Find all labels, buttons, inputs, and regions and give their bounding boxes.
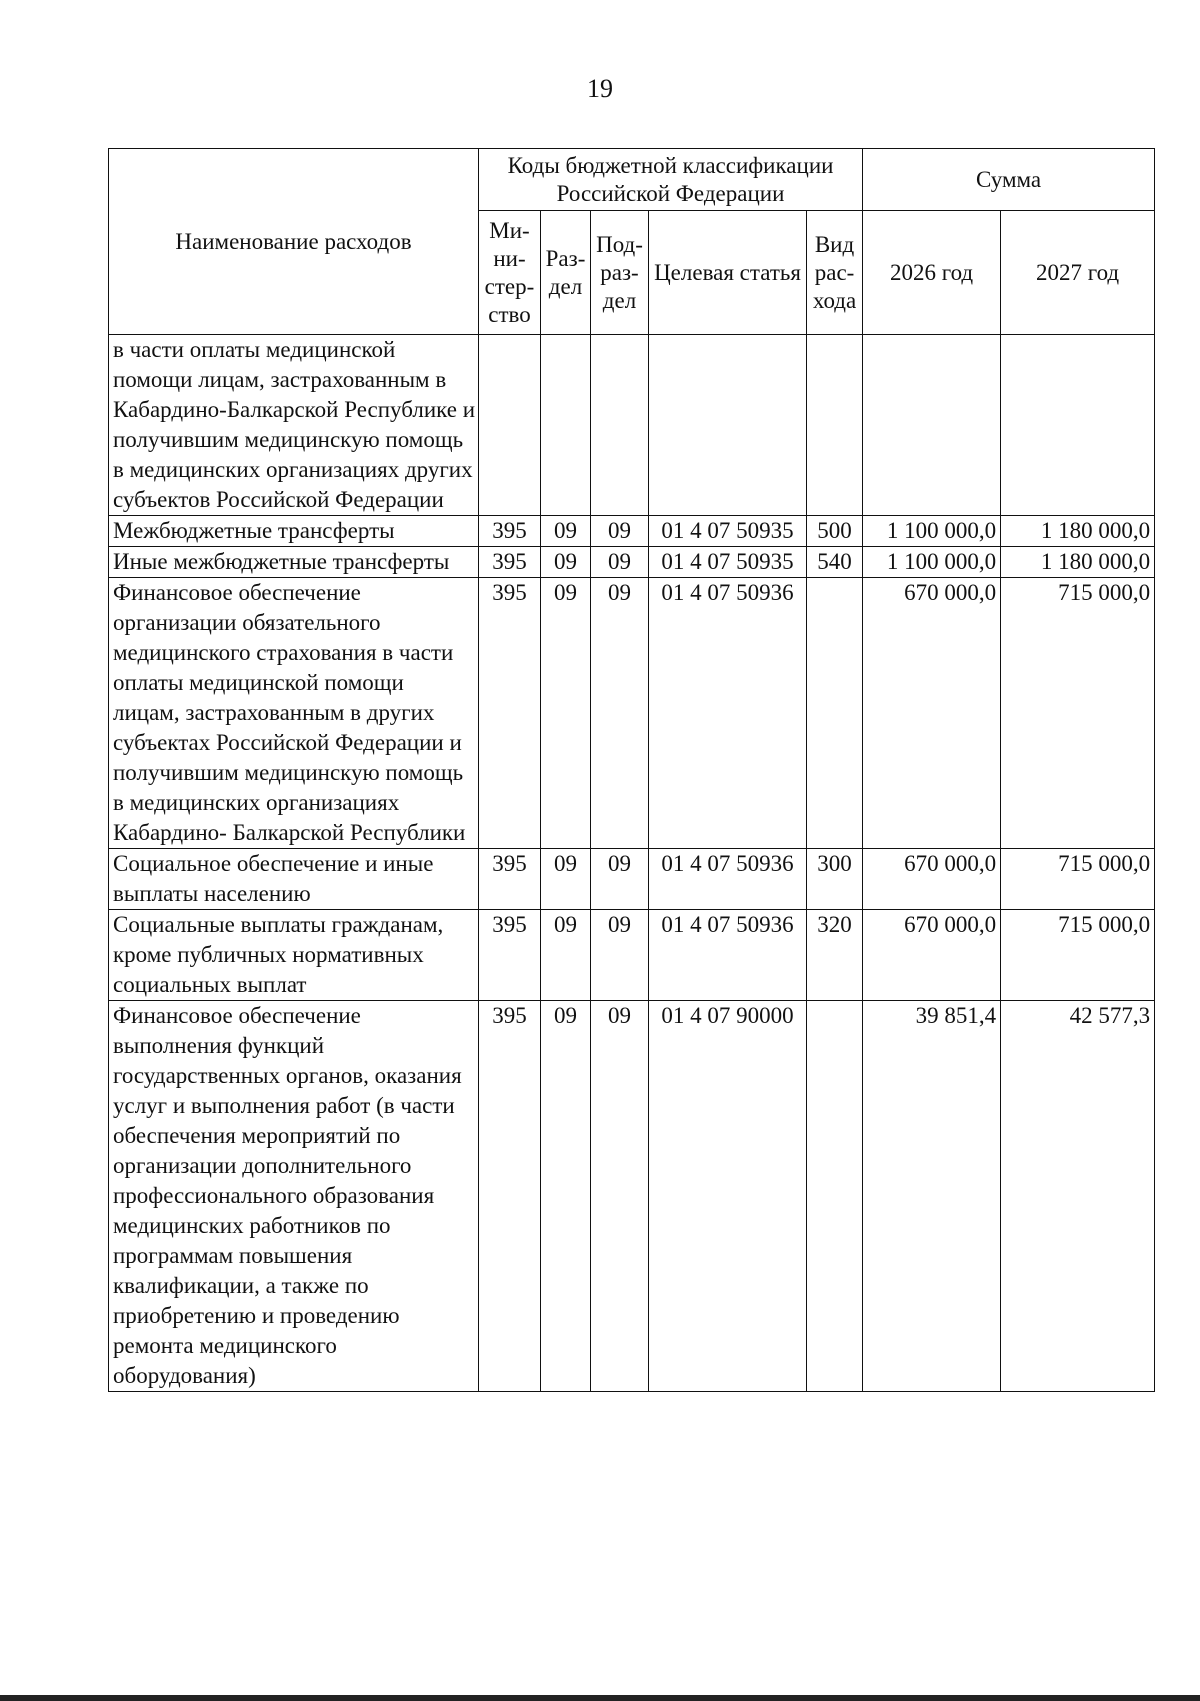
row-ministry: 395 (479, 578, 541, 849)
page-number: 19 (587, 74, 613, 103)
row-ministry: 395 (479, 910, 541, 1001)
row-subsection (591, 335, 649, 516)
table-row (109, 547, 1155, 578)
row-ministry: 395 (479, 849, 541, 910)
row-2027 (1001, 335, 1155, 516)
row-section: 09 (541, 910, 591, 1001)
row-name: Социальные выплаты гражданам, кроме публичных нормативных социальных выплат (109, 910, 479, 1001)
row-target: 01 4 07 50936 (649, 578, 807, 849)
row-name: Межбюджетные трансферты (109, 516, 479, 547)
row-section: 09 (541, 1001, 591, 1392)
row-name: Социальное обеспечение и иные выплаты населению (109, 849, 479, 910)
row-2026: 39 851,4 (863, 1001, 1001, 1392)
row-2027: 715 000,0 (1001, 849, 1155, 910)
row-name: Финансовое обеспечение выполнения функций государственных органов, оказания услуг и выполнения работ (в части обеспечения мероприятий по организации дополнительного профессионального образования медицинских работников по программам повышения квалификации, а также по приобретению и проведению ремонта медицинского оборудования) (109, 1001, 479, 1392)
row-2027: 715 000,0 (1001, 578, 1155, 849)
row-2027: 1 180 000,0 (1001, 547, 1155, 578)
table-row (109, 578, 1155, 849)
row-name: в части оплаты медицинской помощи лицам, застрахованным в Кабардино-Балкарской Республике и получившим медицинскую помощь в медицинских организациях других субъектов Российской Федерации (109, 335, 479, 516)
row-target: 01 4 07 50936 (649, 910, 807, 1001)
table-row (109, 516, 1155, 547)
header-type: Вид рас- хода (807, 211, 863, 335)
row-section: 09 (541, 516, 591, 547)
scan-bottom-edge (0, 1695, 1200, 1701)
header-year-2026: 2026 год (863, 211, 1001, 335)
header-ministry: Ми- ни- стер- ство (479, 211, 541, 335)
row-target: 01 4 07 50935 (649, 516, 807, 547)
table-row (109, 1001, 1155, 1392)
row-section: 09 (541, 849, 591, 910)
row-type (807, 1001, 863, 1392)
header-target: Целевая статья (649, 211, 807, 335)
row-section: 09 (541, 547, 591, 578)
table-row (109, 335, 1155, 516)
table-row (109, 849, 1155, 910)
header-subsection: Под- раз- дел (591, 211, 649, 335)
row-name: Финансовое обеспечение организации обязательного медицинского страхования в части оплаты медицинской помощи лицам, застрахованным в других субъектах Российской Федерации и получившим медицинскую помощь в медицинских организациях Кабардино- Балкарской Республики (109, 578, 479, 849)
row-ministry: 395 (479, 547, 541, 578)
row-type (807, 335, 863, 516)
table-row (109, 910, 1155, 1001)
row-subsection: 09 (591, 547, 649, 578)
row-target: 01 4 07 50936 (649, 849, 807, 910)
row-2026: 670 000,0 (863, 910, 1001, 1001)
row-type: 300 (807, 849, 863, 910)
row-type (807, 578, 863, 849)
row-subsection: 09 (591, 910, 649, 1001)
budget-table (108, 148, 1155, 1392)
row-target (649, 335, 807, 516)
row-2027: 42 577,3 (1001, 1001, 1155, 1392)
row-target: 01 4 07 50935 (649, 547, 807, 578)
row-section: 09 (541, 578, 591, 849)
row-2026: 670 000,0 (863, 849, 1001, 910)
row-target: 01 4 07 90000 (649, 1001, 807, 1392)
header-year-2027: 2027 год (1001, 211, 1155, 335)
row-section (541, 335, 591, 516)
header-sum-group: Сумма (863, 149, 1155, 211)
row-2026: 670 000,0 (863, 578, 1001, 849)
row-subsection: 09 (591, 1001, 649, 1392)
row-ministry: 395 (479, 1001, 541, 1392)
row-subsection: 09 (591, 578, 649, 849)
row-type: 320 (807, 910, 863, 1001)
row-2026 (863, 335, 1001, 516)
row-2026: 1 100 000,0 (863, 547, 1001, 578)
row-type: 500 (807, 516, 863, 547)
row-2027: 1 180 000,0 (1001, 516, 1155, 547)
row-type: 540 (807, 547, 863, 578)
header-name: Наименование расходов (109, 149, 479, 335)
row-2027: 715 000,0 (1001, 910, 1155, 1001)
row-name: Иные межбюджетные трансферты (109, 547, 479, 578)
row-subsection: 09 (591, 516, 649, 547)
header-section: Раз- дел (541, 211, 591, 335)
header-codes-group: Коды бюджетной классификации Российской Федерации (479, 149, 863, 211)
row-ministry: 395 (479, 516, 541, 547)
row-subsection: 09 (591, 849, 649, 910)
row-ministry (479, 335, 541, 516)
row-2026: 1 100 000,0 (863, 516, 1001, 547)
